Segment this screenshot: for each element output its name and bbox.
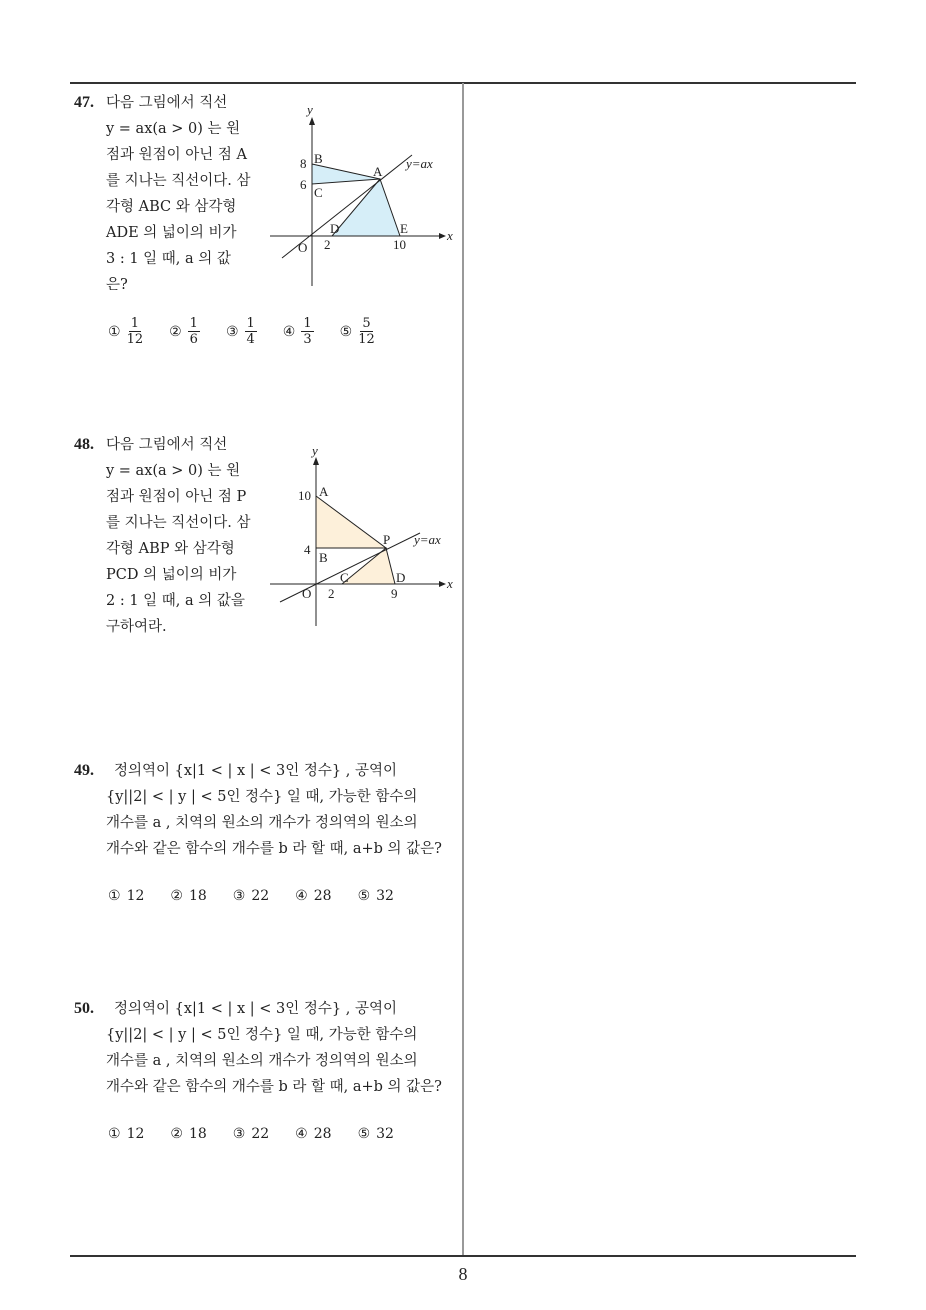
triangle-abp <box>316 496 386 548</box>
choice-mark: ③ <box>225 323 239 340</box>
question-47-number: 47. <box>74 94 94 111</box>
question-48-number-row <box>74 432 100 458</box>
question-49-number-row <box>74 758 100 784</box>
question-48-figure <box>262 440 462 630</box>
choice-3[interactable] <box>226 316 257 347</box>
choice-value: 12 <box>126 1126 145 1142</box>
question-48-line: 각형 ABP 와 삼각형 <box>106 541 235 557</box>
triangle-abc <box>312 164 380 184</box>
choice-5[interactable] <box>340 316 375 347</box>
question-48-line: y = ax(a > 0) 는 원 <box>106 463 241 479</box>
question-47-number-row <box>74 90 100 116</box>
origin-label: O <box>302 586 312 601</box>
point-d-label: D <box>330 221 340 236</box>
point-e-label: E <box>400 221 408 236</box>
question-47-choices <box>108 316 401 347</box>
question-47-line: 를 지나는 직선이다. 삼 <box>106 173 251 189</box>
fraction <box>127 316 144 347</box>
question-49-line: 정의역이 {x|1 < | x | < 3인 정수} , 공역이 <box>114 763 397 779</box>
question-49-line: 개수를 a , 치역의 원소의 개수가 정의역의 원소의 <box>106 815 418 831</box>
question-49-line: 개수와 같은 함수의 개수를 b 라 할 때, a+b 의 값은? <box>106 841 442 857</box>
page-number: 8 <box>458 1264 468 1284</box>
choice-1[interactable] <box>108 1126 144 1142</box>
choice-mark: ② <box>169 323 182 340</box>
choice-3[interactable] <box>233 1126 269 1142</box>
choice-5[interactable] <box>358 1126 394 1142</box>
choice-mark: ① <box>108 323 121 340</box>
choice-value: 28 <box>313 1126 332 1142</box>
point-d-label: D <box>396 570 406 585</box>
denominator: 4 <box>246 332 255 347</box>
question-50-choices <box>108 1126 420 1142</box>
question-48-line: PCD 의 넓이의 비가 <box>106 567 237 583</box>
choice-2[interactable] <box>170 1126 206 1142</box>
question-47-line: 은? <box>106 277 128 293</box>
choice-3[interactable] <box>233 888 269 904</box>
line-label: y=ax <box>406 156 433 171</box>
y-axis-arrow-icon <box>313 457 319 465</box>
fraction <box>245 316 257 347</box>
choice-value: 32 <box>376 1126 394 1142</box>
point-a-label: A <box>319 484 329 499</box>
question-50-line: 개수를 a , 치역의 원소의 개수가 정의역의 원소의 <box>106 1053 418 1069</box>
point-b-label: B <box>319 550 328 565</box>
question-47-line: 각형 ABC 와 삼각형 <box>106 199 237 215</box>
tick-9-label: 9 <box>391 586 398 601</box>
question-47-text <box>106 90 256 298</box>
numerator: 1 <box>130 316 139 331</box>
x-axis-label: x <box>447 576 453 591</box>
column-divider <box>462 83 464 1255</box>
question-49-choices <box>108 888 420 904</box>
choice-mark: ① <box>108 1126 121 1142</box>
question-47-line: 다음 그림에서 직선 <box>106 95 228 111</box>
choice-mark: ③ <box>232 1126 246 1142</box>
y-axis-label: y <box>312 443 318 458</box>
x-axis-arrow-icon <box>439 581 446 587</box>
tick-4-label: 4 <box>304 542 311 557</box>
choice-mark: ④ <box>282 323 296 340</box>
line-label: y=ax <box>414 532 441 547</box>
question-48-line: 다음 그림에서 직선 <box>106 437 228 453</box>
question-48-line: 2 : 1 일 때, a 의 값을 <box>106 593 245 609</box>
choice-4[interactable] <box>295 888 331 904</box>
question-47-line: ADE 의 넓이의 비가 <box>106 225 237 241</box>
question-50-number: 50. <box>74 1000 94 1017</box>
fraction <box>188 316 200 347</box>
y-axis-arrow-icon <box>309 117 315 125</box>
choice-value: 32 <box>376 888 394 904</box>
question-49-text <box>106 758 458 862</box>
numerator: 1 <box>189 316 198 331</box>
question-50-line: {y||2| < | y | < 5인 정수} 일 때, 가능한 함수의 <box>106 1027 418 1043</box>
denominator: 12 <box>358 332 375 347</box>
tick-2-label: 2 <box>328 586 335 601</box>
question-48-line: 점과 원점이 아닌 점 P <box>106 489 247 505</box>
question-50-number-row <box>74 996 100 1022</box>
choice-mark: ⑤ <box>357 1126 371 1142</box>
question-48-number: 48. <box>74 436 94 453</box>
tick-2-label: 2 <box>324 237 331 252</box>
question-47-line: 3 : 1 일 때, a 의 값 <box>106 251 231 267</box>
choice-mark: ③ <box>232 888 246 904</box>
numerator: 5 <box>362 316 371 331</box>
question-49-line: {y||2| < | y | < 5인 정수} 일 때, 가능한 함수의 <box>106 789 418 805</box>
question-48-line: 를 지나는 직선이다. 삼 <box>106 515 251 531</box>
fraction <box>301 316 313 347</box>
choice-mark: ⑤ <box>339 323 353 340</box>
choice-2[interactable] <box>170 888 206 904</box>
point-a-label: A <box>373 164 383 179</box>
x-axis-arrow-icon <box>439 233 446 239</box>
tick-10-label: 10 <box>393 237 406 252</box>
triangle-ade <box>332 179 400 236</box>
choice-value: 28 <box>313 888 332 904</box>
denominator: 12 <box>126 332 144 347</box>
question-50-line: 개수와 같은 함수의 개수를 b 라 할 때, a+b 의 값은? <box>106 1079 442 1095</box>
question-50-line: 정의역이 {x|1 < | x | < 3인 정수} , 공역이 <box>114 1001 397 1017</box>
denominator: 3 <box>303 332 312 347</box>
choice-1[interactable] <box>108 888 144 904</box>
choice-2[interactable] <box>169 316 200 347</box>
question-48-line: 구하여라. <box>106 619 167 635</box>
bottom-rule <box>70 1255 856 1257</box>
tick-8-label: 8 <box>300 156 307 171</box>
choice-4[interactable] <box>295 1126 331 1142</box>
choice-value: 12 <box>126 888 145 904</box>
choice-mark: ④ <box>295 1126 308 1142</box>
denominator: 6 <box>189 332 198 347</box>
choice-value: 22 <box>251 1126 270 1142</box>
fraction <box>358 316 375 347</box>
numerator: 1 <box>246 316 255 331</box>
numerator: 1 <box>303 316 312 331</box>
question-49-number: 49. <box>74 762 94 779</box>
choice-mark: ① <box>108 888 121 904</box>
choice-value: 18 <box>188 888 207 904</box>
choice-4[interactable] <box>283 316 314 347</box>
choice-mark: ④ <box>295 888 308 904</box>
choice-1[interactable] <box>108 316 143 347</box>
choice-mark: ⑤ <box>357 888 371 904</box>
choice-value: 22 <box>251 888 270 904</box>
choice-value: 18 <box>188 1126 207 1142</box>
question-50-text <box>106 996 458 1100</box>
y-axis-label: y <box>307 102 313 117</box>
choice-mark: ② <box>170 1126 183 1142</box>
x-axis-label: x <box>447 228 453 243</box>
question-47-figure <box>262 100 462 290</box>
choice-5[interactable] <box>358 888 394 904</box>
point-c-label: C <box>314 185 323 200</box>
point-b-label: B <box>314 151 323 166</box>
triangle-pcd <box>342 548 395 584</box>
origin-label: O <box>298 240 308 255</box>
tick-6-label: 6 <box>300 177 307 192</box>
question-48-text <box>106 432 256 640</box>
point-c-label: C <box>340 570 349 585</box>
tick-10-label: 10 <box>298 488 311 503</box>
question-47-line: y = ax(a > 0) 는 원 <box>106 121 241 137</box>
question-47-line: 점과 원점이 아닌 점 A <box>106 147 247 163</box>
point-p-label: P <box>383 532 391 547</box>
choice-mark: ② <box>170 888 183 904</box>
